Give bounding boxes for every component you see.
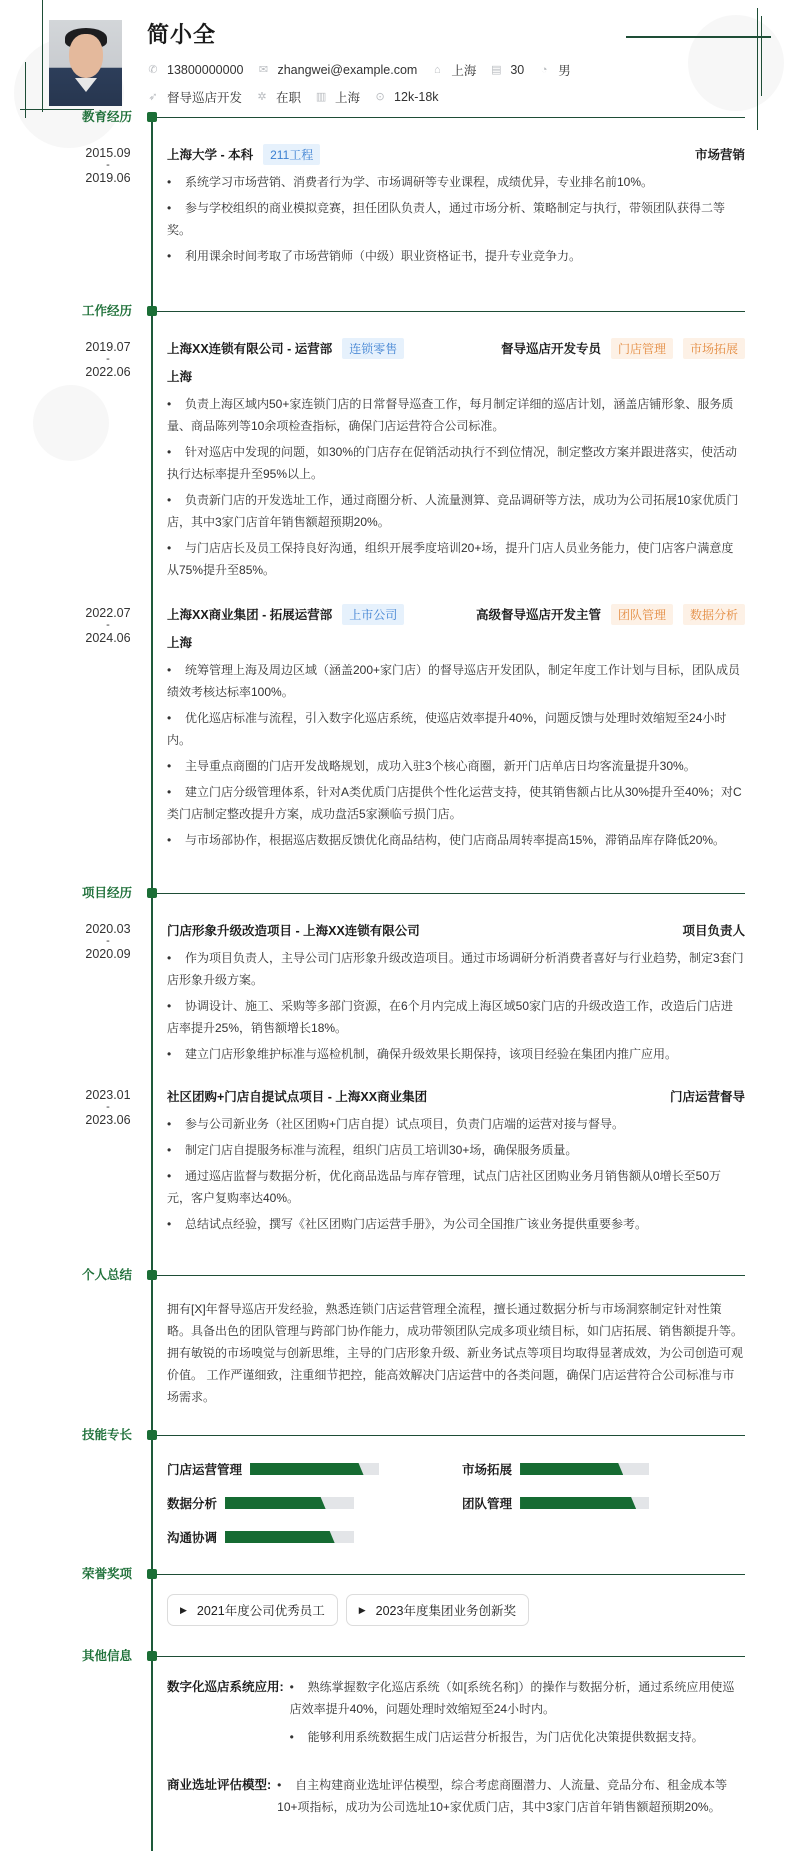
entry-title-row [167, 603, 745, 625]
entry-body [167, 603, 745, 855]
location-value: 上海 [451, 64, 477, 78]
bullet-item: • 通过巡店监督与数据分析，优化商品选品与库存管理，试点门店社区团购业务月销售额从0增长至50万元，客户复购率达40%。 [167, 1165, 745, 1209]
bullet-list [167, 947, 745, 1065]
other-info [167, 1676, 745, 1844]
skill-bar [520, 1463, 649, 1475]
bullet-item: • 参与公司新业务（社区团购+门店自提）试点项目，负责门店端的运营对接与督导。 [167, 1113, 745, 1135]
award-chip [167, 1594, 338, 1626]
date-separator: - [106, 159, 110, 171]
section-divider [157, 1275, 745, 1276]
entry-body [167, 337, 745, 585]
section-awards [0, 1564, 794, 1584]
email-item [257, 63, 417, 77]
resume-header [0, 0, 794, 112]
entry-body [167, 919, 745, 1069]
avatar-collar [75, 78, 97, 92]
salary-icon: ⊙ [375, 91, 385, 103]
status-item [256, 88, 301, 106]
other-bullets [277, 1774, 745, 1824]
entry-title-row [167, 143, 745, 165]
phone-value: 13800000000 [167, 63, 244, 77]
target-position-item [147, 88, 242, 106]
skill-tag: 门店管理 [611, 338, 673, 359]
phone-icon: ✆ [148, 64, 158, 76]
timeline-node [147, 306, 157, 316]
other-item [167, 1676, 745, 1754]
entry-title-row [167, 1085, 745, 1107]
other-label: 商业选址评估模型: [167, 1778, 272, 1792]
start-date: 2020.03 [85, 922, 131, 936]
section-divider [157, 893, 745, 894]
end-date: 2024.06 [85, 631, 131, 645]
section-divider [157, 1656, 745, 1657]
candidate-name: 简小全 [147, 22, 217, 47]
end-date: 2019.06 [85, 171, 131, 185]
phone-item [147, 63, 243, 77]
other-item [167, 1774, 745, 1824]
skill-bar-fill [520, 1497, 636, 1509]
work-city: 上海 [167, 636, 193, 650]
skill-bar [225, 1497, 354, 1509]
skill-bar-fill [225, 1497, 326, 1509]
age-value: 30 [510, 63, 525, 77]
date-range [78, 603, 138, 648]
date-range [78, 1085, 138, 1130]
section-title: 其他信息 [82, 1649, 133, 1663]
bullet-item: • 建立门店形象维护标准与巡检机制，确保升级效果长期保持，该项目经验在集团内推广应用。 [167, 1043, 745, 1065]
skill-tag: 团队管理 [611, 604, 673, 625]
skill-item [167, 1528, 354, 1546]
email-value: zhangwei@example.com [277, 63, 418, 77]
triangle-right-icon: ▶ [358, 1604, 366, 1615]
project-role: 项目负责人 [682, 924, 745, 938]
school-name: 上海大学 - 本科 [167, 148, 254, 162]
job-intent-row [147, 88, 453, 106]
section-divider [157, 1574, 745, 1575]
building-icon: ▥ [315, 91, 327, 103]
skill-bar [250, 1463, 379, 1475]
end-date: 2022.06 [85, 365, 131, 379]
date-range [78, 919, 138, 964]
calendar-icon: ▤ [491, 64, 502, 76]
skill-name: 门店运营管理 [167, 1463, 243, 1477]
end-date: 2023.06 [85, 1113, 131, 1127]
skill-item [167, 1460, 379, 1478]
skill-name: 数据分析 [167, 1497, 218, 1511]
bullet-item: • 熟练掌握数字化巡店系统（如[系统名称]）的操作与数据分析，通过系统应用使巡店效率提升40%，问题处理时效缩短至24小时内。 [290, 1676, 745, 1720]
status-value: 在职 [276, 91, 302, 105]
date-separator: - [106, 619, 110, 631]
skill-bar-fill [520, 1463, 623, 1475]
bullet-list [167, 1113, 745, 1235]
section-title: 荣誉奖项 [82, 1567, 133, 1581]
section-divider [157, 117, 745, 118]
project-title: 门店形象升级改造项目 - 上海XX连锁有限公司 [167, 924, 420, 938]
section-title: 项目经历 [82, 886, 133, 900]
skill-item [462, 1494, 649, 1512]
date-separator: - [106, 935, 110, 947]
start-date: 2015.09 [85, 146, 131, 160]
section-title: 技能专长 [82, 1428, 133, 1442]
bullet-item: • 总结试点经验，撰写《社区团购门店运营手册》，为公司全国推广该业务提供重要参考。 [167, 1213, 745, 1235]
section-projects [0, 883, 794, 903]
bullet-list [167, 659, 745, 851]
skill-bar-fill [250, 1463, 364, 1475]
bullet-item: • 系统学习市场营销、消费者行为学、市场调研等专业课程，成绩优异，专业排名前10%。 [167, 171, 745, 193]
skill-tag: 市场拓展 [683, 338, 745, 359]
timeline-node [147, 1569, 157, 1579]
section-divider [157, 1435, 745, 1436]
start-date: 2019.07 [85, 340, 131, 354]
timeline-node [147, 1651, 157, 1661]
salary-item [374, 90, 438, 104]
skill-bar [520, 1497, 649, 1509]
timeline-node [147, 112, 157, 122]
skill-name: 市场拓展 [462, 1463, 513, 1477]
section-title: 教育经历 [82, 110, 133, 124]
bullet-item: • 与市场部协作，根据巡店数据反馈优化商品结构，使门店商品周转率提高15%，滞销品库存降低20%。 [167, 829, 745, 851]
project-title: 社区团购+门店自提试点项目 - 上海XX商业集团 [167, 1090, 428, 1104]
section-title: 个人总结 [82, 1268, 133, 1282]
bullet-list [167, 393, 745, 581]
bullet-list [167, 171, 745, 267]
section-education [0, 107, 794, 127]
school-tag: 211工程 [263, 144, 320, 165]
target-city-value: 上海 [335, 91, 361, 105]
award-label: 2023年度集团业务创新奖 [375, 1604, 516, 1618]
skill-item [167, 1494, 354, 1512]
section-other [0, 1646, 794, 1666]
bullet-item: • 负责新门店的开发选址工作，通过商圈分析、人流量测算、竞品调研等方法，成功为公司拓展10家优质门店，其中3家门店首年销售额超预期20%。 [167, 489, 745, 533]
major: 市场营销 [694, 148, 745, 162]
bullet-item: • 负责上海区域内50+家连锁门店的日常督导巡查工作，每月制定详细的巡店计划，涵盖店铺形象、服务质量、商品陈列等10余项检查指标，确保门店运营符合公司标准。 [167, 393, 745, 437]
bullet-item: • 统筹管理上海及周边区域（涵盖200+家门店）的督导巡店开发团队，制定年度工作计划与目标，团队成员绩效考核达标率100%。 [167, 659, 745, 703]
bullet-item: • 自主构建商业选址评估模型，综合考虑商圈潜力、人流量、竞品分布、租金成本等10+项指标，成功为公司选址10+家优质门店，其中3家门店首年销售额超预期20%。 [277, 1774, 745, 1818]
entry-body [167, 1085, 745, 1239]
date-range [78, 337, 138, 382]
award-label: 2021年度公司优秀员工 [196, 1604, 325, 1618]
job-role: 督导巡店开发专员 [500, 342, 601, 356]
job-role: 高级督导巡店开发主管 [475, 608, 601, 622]
age-item [490, 63, 524, 77]
section-work [0, 301, 794, 321]
home-icon: ⌂ [434, 64, 441, 76]
gender-icon: ◔ [540, 64, 548, 76]
bullet-item: • 制定门店自提服务标准与流程，组织门店员工培训30+场，确保服务质量。 [167, 1139, 745, 1161]
status-icon: ✲ [257, 91, 267, 103]
avatar-photo [49, 20, 122, 106]
contact-row [147, 61, 585, 79]
company-name: 上海XX商业集团 - 拓展运营部 [167, 608, 333, 622]
section-skills [0, 1425, 794, 1445]
bullet-item: • 优化巡店标准与流程，引入数字化巡店系统，使巡店效率提升40%，问题反馈与处理时效缩短至24小时内。 [167, 707, 745, 751]
mail-icon: ✉ [258, 64, 269, 76]
award-chip [346, 1594, 529, 1626]
bullet-item: • 作为项目负责人，主导公司门店形象升级改造项目。通过市场调研分析消费者喜好与行业趋势，制定3套门店形象升级方案。 [167, 947, 745, 991]
timeline-node [147, 1430, 157, 1440]
skill-item [462, 1460, 649, 1478]
section-divider [157, 311, 745, 312]
bullet-item: • 针对巡店中发现的问题，如30%的门店存在促销活动执行不到位情况，制定整改方案并跟进落实，使活动执行达标率提升至95%以上。 [167, 441, 745, 485]
bullet-item: • 与门店店长及员工保持良好沟通，组织开展季度培训20+场，提升门店人员业务能力，使门店客户满意度从75%提升至85%。 [167, 537, 745, 581]
gender-value: 男 [558, 64, 571, 78]
timeline-node [147, 1270, 157, 1280]
project-role: 门店运营督导 [669, 1090, 745, 1104]
work-city: 上海 [167, 370, 193, 384]
target-position-value: 督导巡店开发 [167, 91, 243, 105]
date-range [78, 143, 138, 188]
timeline-node [147, 888, 157, 898]
skill-tag: 数据分析 [683, 604, 745, 625]
send-icon: ➶ [148, 91, 158, 103]
entry-title-row [167, 919, 745, 941]
bullet-item: • 能够利用系统数据生成门店运营分析报告，为门店优化决策提供数据支持。 [290, 1726, 745, 1748]
industry-tag: 连锁零售 [342, 338, 404, 359]
salary-value: 12k-18k [394, 90, 439, 104]
entry-body [167, 143, 745, 271]
bullet-item: • 协调设计、施工、采购等多部门资源，在6个月内完成上海区域50家门店的升级改造工作，改造后门店进店率提升25%，销售额增长18%。 [167, 995, 745, 1039]
personal-summary: 拥有[X]年督导巡店开发经验，熟悉连锁门店运营管理全流程，擅长通过数据分析与市场洞察制定针对性策略。具备出色的团队管理与跨部门协作能力，成功带领团队完成多项业绩目标，如门店拓展、销售额提升等。拥有敏锐的市场嗅觉与创新思维，主导的门店形象升级、新业务试点等项目均取得显著成效，为公司创造可观价值。 工作严谨细致，注重细节把控，能高效解决门店运营中的各类问题，确保门店运营符合公司标准与市场需求。 [167, 1302, 744, 1404]
avatar-face [69, 34, 103, 78]
bullet-item: • 利用课余时间考取了市场营销师（中级）职业资格证书，提升专业竞争力。 [167, 245, 745, 267]
other-label: 数字化巡店系统应用: [167, 1680, 284, 1694]
company-name: 上海XX连锁有限公司 - 运营部 [167, 342, 333, 356]
gender-item [538, 61, 571, 79]
start-date: 2022.07 [85, 606, 131, 620]
section-title: 工作经历 [82, 304, 133, 318]
skill-bar-fill [225, 1531, 335, 1543]
awards-list [167, 1594, 537, 1626]
target-city-item [315, 88, 360, 106]
date-separator: - [106, 353, 110, 365]
bullet-item: • 主导重点商圈的门店开发战略规划，成功入驻3个核心商圈，新开门店单店日均客流量提升30%。 [167, 755, 745, 777]
bullet-item: • 参与学校组织的商业模拟竞赛，担任团队负责人，通过市场分析、策略制定与执行，带领团队获得二等奖。 [167, 197, 745, 241]
date-separator: - [106, 1101, 110, 1113]
skill-name: 沟通协调 [167, 1531, 218, 1545]
entry-title-row [167, 337, 745, 359]
location-item [431, 61, 476, 79]
triangle-right-icon: ▶ [180, 1604, 187, 1615]
section-summary [0, 1265, 794, 1285]
timeline-axis [151, 112, 153, 1851]
skill-bar [225, 1531, 354, 1543]
start-date: 2023.01 [85, 1088, 131, 1102]
other-bullets [290, 1676, 745, 1754]
bullet-item: • 建立门店分级管理体系，针对A类优质门店提供个性化运营支持，使其销售额占比从30%提升至40%；对C类门店制定整改提升方案，成功盘活5家濒临亏损门店。 [167, 781, 745, 825]
decor-circle-mid [33, 385, 109, 461]
skill-name: 团队管理 [462, 1497, 513, 1511]
end-date: 2020.09 [85, 947, 131, 961]
industry-tag: 上市公司 [342, 604, 404, 625]
